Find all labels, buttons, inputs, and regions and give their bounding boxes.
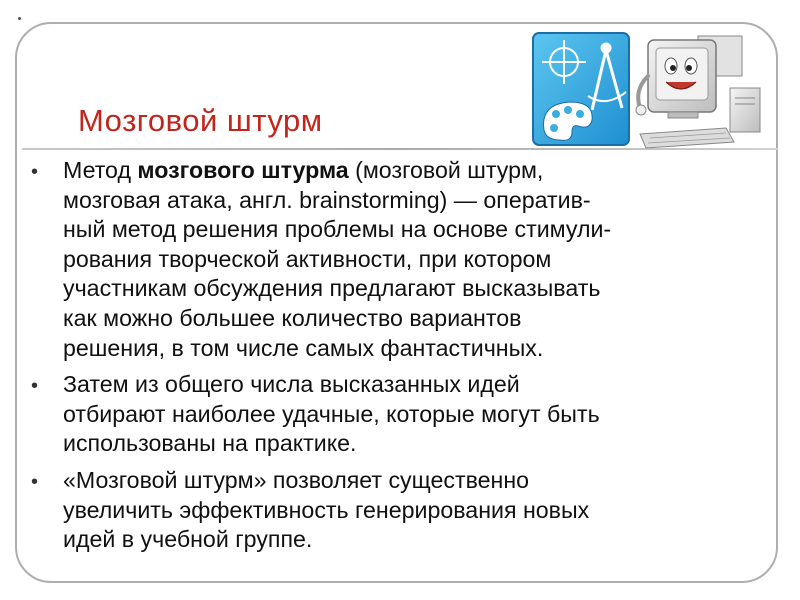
bullet-item-selection [30,370,775,459]
computer-mascot-with-drawing-tools-icon [530,30,765,150]
bullet-line: решения, в том числе самых фантастичных. [63,334,544,361]
bullet-emphasis: мозгового штурма [137,157,349,183]
bullet-item-brainstorming-method [30,156,775,363]
bullet-line: использованы на практике. [63,430,357,457]
bullet-icon: • [31,161,39,183]
bullet-line: как можно большее количество вариантов [63,304,522,331]
bullet-line: мозговая атака, англ. brainstorming) — оператив- [63,186,591,213]
bullet-text: Метод [63,157,138,183]
bullet-list [30,156,775,562]
slide-title: Мозговой штурм [78,103,323,138]
bullet-icon: • [31,470,39,493]
bullet-line: увеличить эффективность генерирования новых [63,496,590,523]
bullet-line: идей в учебной группе. [63,526,313,553]
bullet-line: рования творческой активности, при котором [63,245,552,272]
bullet-text: (мозговой штурм, [348,157,544,183]
corner-dot [18,17,21,20]
bullet-line: «Мозговой штурм» позволяет существенно [63,466,530,493]
bullet-line: участникам обсуждения предлагают высказывать [63,275,601,302]
bullet-item-effectiveness [30,466,775,555]
bullet-line: Затем из общего числа высказанных идей [63,371,520,398]
bullet-line: отбирают наиболее удачные, которые могут быть [63,400,600,427]
bullet-line: ный метод решения проблемы на основе стимули- [63,216,612,243]
bullet-icon: • [31,375,39,398]
computer-mascot [636,36,760,148]
bullet-line [63,156,775,186]
